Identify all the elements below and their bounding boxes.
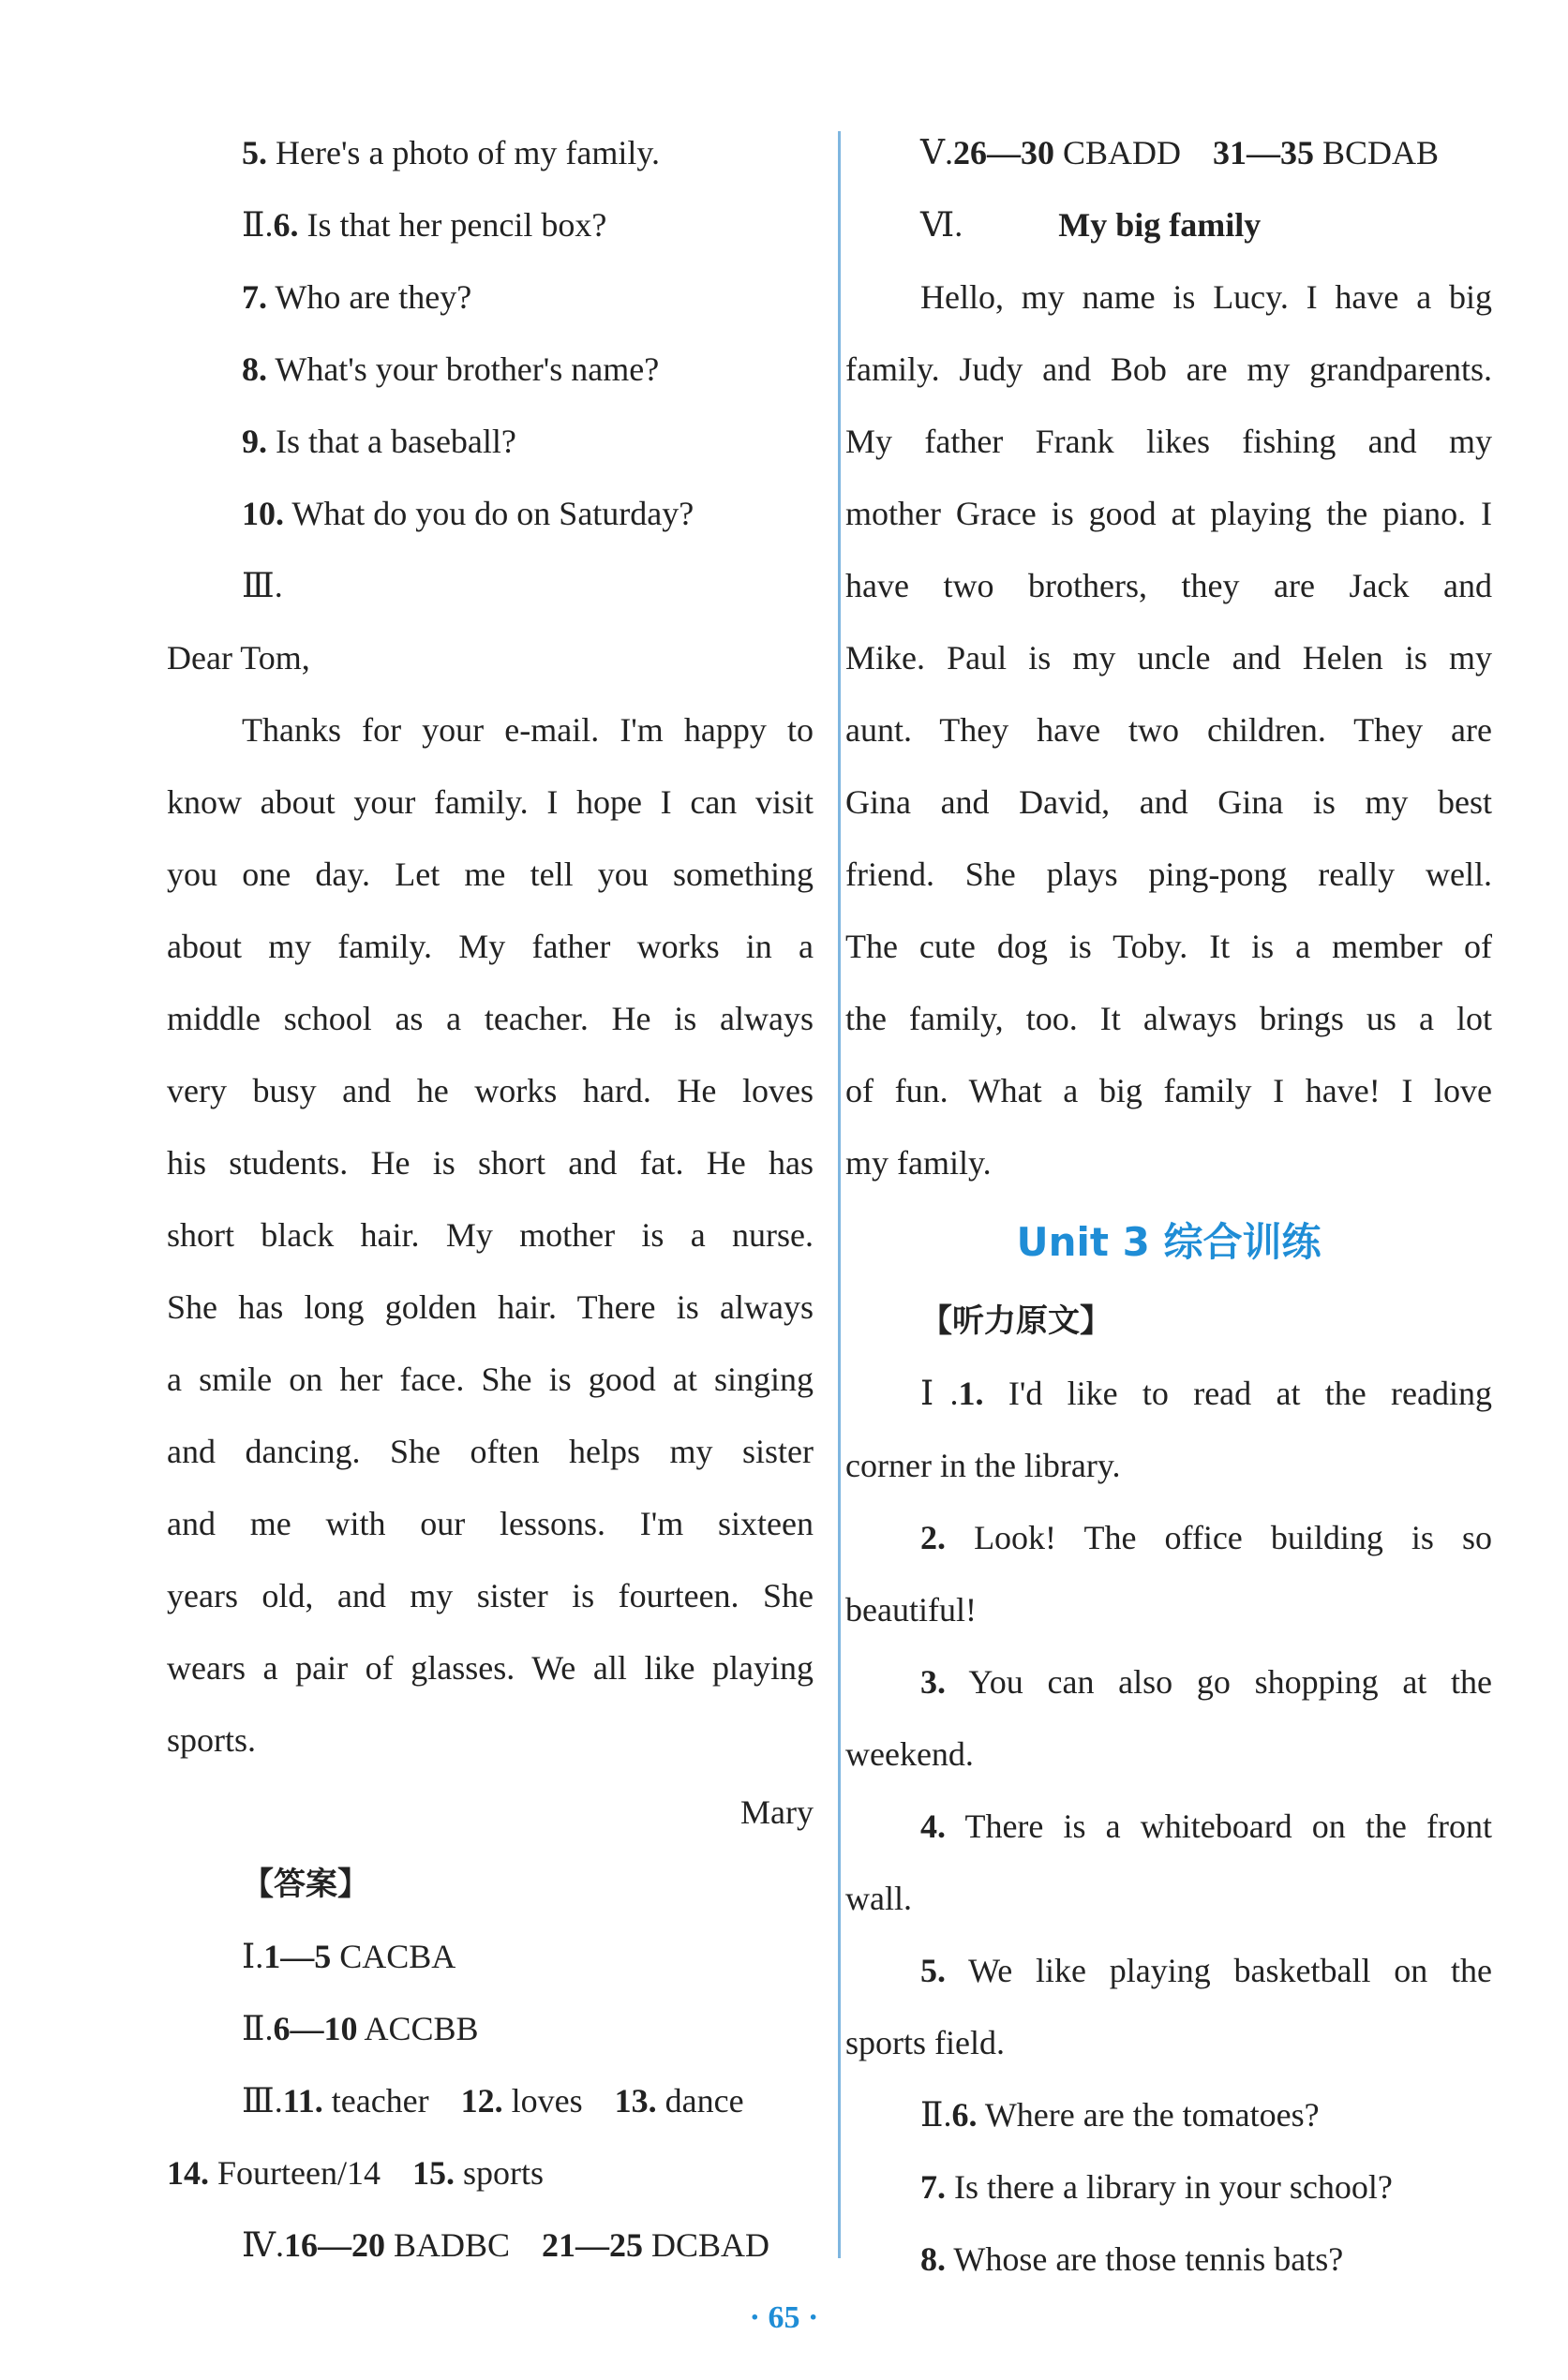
answer-range: 26—30 (953, 134, 1054, 171)
left-column (167, 117, 814, 2282)
answer-number: 15. (411, 2154, 455, 2192)
question-text: Who are they? (267, 278, 472, 316)
essay-line: aunt. They have two children. They are (845, 711, 1492, 749)
answer-number: 13. (614, 2082, 657, 2120)
section-marker: Ⅱ. (242, 2010, 274, 2047)
question-line (845, 1791, 1492, 1863)
right-column (845, 117, 1492, 2296)
column-divider (838, 131, 841, 2258)
question-line (167, 334, 814, 406)
letter-line: about my family. My father works in a (167, 928, 814, 965)
question-number: 3. (920, 1663, 946, 1701)
question-line: corner in the library. (845, 1447, 1121, 1484)
letter-line: and me with our lessons. I'm sixteen (167, 1505, 814, 1542)
letter-line: Thanks for your e-mail. I'm happy to (242, 711, 814, 749)
answer-text: loves (502, 2082, 583, 2120)
question-text: We like playing basketball on the (946, 1952, 1492, 1989)
question-line (167, 478, 814, 550)
essay-line: of fun. What a big family I have! I love (845, 1072, 1492, 1109)
question-number: 7. (242, 278, 267, 316)
question-text: Is that her pencil box? (298, 206, 607, 244)
letter-signature: Mary (740, 1793, 814, 1831)
listening-header: 【听力原文】 (920, 1302, 1112, 1340)
answer-text: Fourteen/14 (209, 2154, 381, 2192)
essay-line: Hello, my name is Lucy. I have a big (920, 278, 1492, 316)
question-text: What do you do on Saturday? (284, 495, 694, 532)
section-marker: Ⅵ. (920, 206, 963, 244)
question-text: You can also go shopping at the (946, 1663, 1492, 1701)
letter-line: his students. He is short and fat. He has (167, 1144, 814, 1182)
question-line (167, 117, 814, 189)
question-text: Whose are those tennis bats? (946, 2240, 1344, 2278)
section-heading (167, 550, 814, 622)
question-text: Look! The office building is so (946, 1519, 1492, 1556)
essay-line: The cute dog is Toby. It is a member of (845, 928, 1492, 965)
letter-line: years old, and my sister is fourteen. She (167, 1577, 814, 1614)
essay-line: the family, too. It always brings us a lot (845, 1000, 1492, 1037)
question-line: beautiful! (845, 1591, 977, 1629)
essay-line: Gina and David, and Gina is my best (845, 783, 1492, 821)
answer-number: 14. (167, 2154, 209, 2192)
letter-line: very busy and he works hard. He loves (167, 1072, 814, 1109)
question-line (845, 1502, 1492, 1574)
letter-line: a smile on her face. She is good at singing (167, 1361, 814, 1398)
question-text: There is a whiteboard on the front (946, 1807, 1492, 1845)
question-line (167, 189, 814, 261)
essay-line: Mike. Paul is my uncle and Helen is my (845, 639, 1492, 677)
question-number: 4. (920, 1807, 946, 1845)
essay-line: have two brothers, they are Jack and (845, 567, 1492, 604)
answer-text: teacher (322, 2082, 429, 2120)
section-marker: Ⅱ. (920, 2096, 952, 2134)
question-number: 2. (920, 1519, 946, 1556)
answer-line (167, 2209, 814, 2282)
question-line: sports field. (845, 2024, 1005, 2061)
answer-text: CBADD (1054, 134, 1182, 171)
question-number: 6. (273, 206, 299, 244)
letter-line: know about your family. I hope I can visit (167, 783, 814, 821)
question-line (845, 2224, 1492, 2296)
letter-salutation: Dear Tom, (167, 639, 310, 677)
answer-range: 6—10 (273, 2010, 358, 2047)
question-number: 6. (951, 2096, 978, 2134)
answers-header: 【答案】 (242, 1866, 369, 1903)
question-number: 9. (242, 423, 267, 460)
question-number: 10. (242, 495, 284, 532)
section-marker: Ⅱ. (242, 206, 274, 244)
question-number: 7. (920, 2168, 946, 2206)
question-number: 8. (920, 2240, 946, 2278)
section-marker: Ⅰ. (920, 1375, 959, 1412)
answer-text: DCBAD (643, 2226, 770, 2264)
answer-line (167, 2137, 814, 2209)
question-line (845, 2151, 1492, 2224)
question-number: 5. (242, 134, 267, 171)
answer-line (167, 2065, 814, 2137)
answer-line (845, 117, 1492, 189)
section-marker: Ⅰ. (242, 1938, 264, 1975)
answer-line (167, 1921, 814, 1993)
answer-number: 12. (460, 2082, 503, 2120)
letter-line: you one day. Let me tell you something (167, 855, 814, 893)
letter-line: sports. (167, 1721, 257, 1759)
answer-text: BADBC (384, 2226, 510, 2264)
question-line: weekend. (845, 1735, 974, 1773)
question-text: Here's a photo of my family. (267, 134, 661, 171)
question-text: Is that a baseball? (267, 423, 516, 460)
question-text: I'd like to read at the reading (983, 1375, 1492, 1412)
question-line (845, 1935, 1492, 2007)
answer-text: dance (656, 2082, 744, 2120)
section-marker: Ⅳ. (242, 2226, 284, 2264)
answer-text: CACBA (331, 1938, 456, 1975)
question-number: 8. (242, 350, 267, 388)
letter-line: middle school as a teacher. He is always (167, 1000, 814, 1037)
letter-line: She has long golden hair. There is always (167, 1288, 814, 1326)
essay-heading (845, 189, 1492, 261)
answer-text: ACCBB (357, 2010, 479, 2047)
essay-title: My big family (1058, 206, 1262, 244)
essay-line: my family. (845, 1144, 992, 1182)
question-line (167, 261, 814, 334)
essay-line: mother Grace is good at playing the piano. I (845, 495, 1492, 532)
letter-line: short black hair. My mother is a nurse. (167, 1216, 814, 1254)
question-line (167, 406, 814, 478)
answer-text: BCDAB (1314, 134, 1440, 171)
answer-line (167, 1993, 814, 2065)
essay-line: family. Judy and Bob are my grandparents. (845, 350, 1492, 388)
question-line (845, 1646, 1492, 1718)
unit-title: Unit 3 综合训练 (1016, 1219, 1322, 1265)
answer-range: 21—25 (542, 2226, 643, 2264)
answer-number: 11. (282, 2082, 323, 2120)
page-number: · 65 · (749, 2300, 819, 2335)
answer-range: 1—5 (263, 1938, 332, 1975)
section-marker: Ⅲ. (242, 567, 283, 604)
letter-line: wears a pair of glasses. We all like playing (167, 1649, 814, 1687)
question-number: 1. (958, 1375, 984, 1412)
answer-range: 31—35 (1213, 134, 1315, 171)
answer-range: 16—20 (283, 2226, 385, 2264)
essay-line: friend. She plays ping-pong really well. (845, 855, 1492, 893)
question-line: wall. (845, 1880, 912, 1917)
question-text: Is there a library in your school? (946, 2168, 1393, 2206)
letter-line: and dancing. She often helps my sister (167, 1433, 814, 1470)
question-text: Where are the tomatoes? (977, 2096, 1320, 2134)
question-number: 5. (920, 1952, 946, 1989)
answer-text: sports (454, 2154, 544, 2192)
question-line (845, 1358, 1492, 1430)
section-marker: Ⅴ. (920, 134, 953, 171)
question-text: What's your brother's name? (267, 350, 660, 388)
section-marker: Ⅲ. (242, 2082, 283, 2120)
question-line (845, 2079, 1492, 2151)
essay-line: My father Frank likes fishing and my (845, 423, 1492, 460)
